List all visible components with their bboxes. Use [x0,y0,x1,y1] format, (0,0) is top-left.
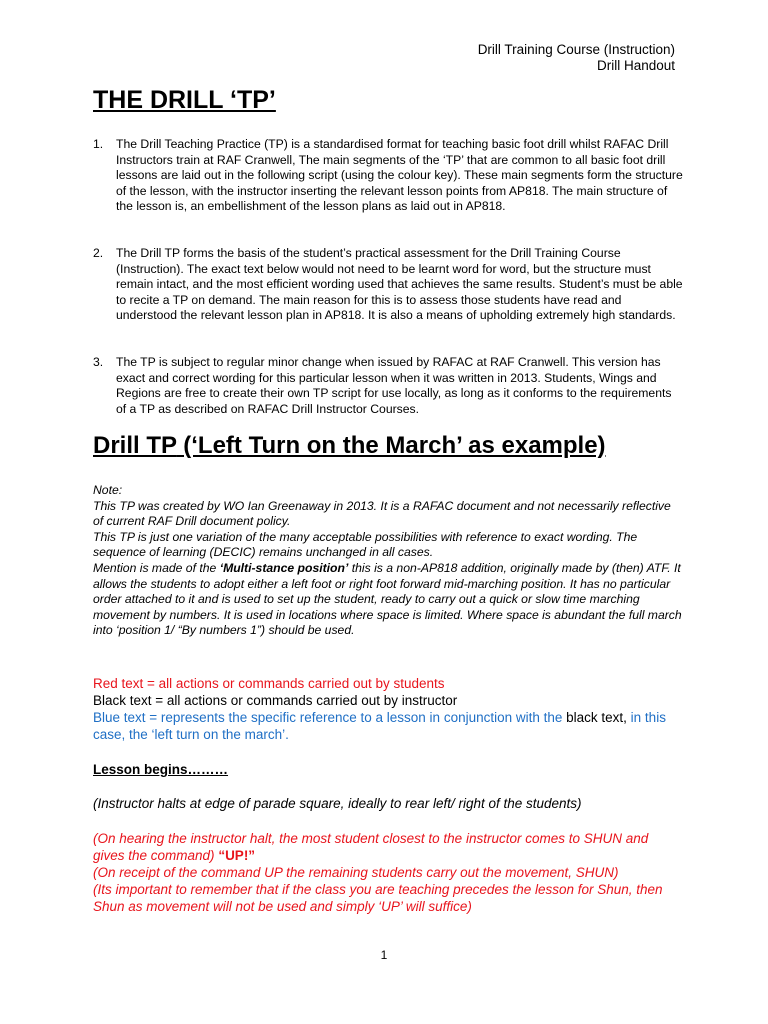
paragraph-number: 1. [93,137,104,151]
student-action-line-1 [93,830,683,864]
note-line-2: This TP is just one variation of the many acceptable possibilities with reference to exact wording. The sequence of learning (DECIC) remains unchanged in all cases. [93,529,638,560]
student-action-line-3: (Its important to remember that if the class you are teaching precedes the lesson for Shun, then Shun as movement will not be used and simply ‘UP’ will suffice) [93,882,663,914]
colour-key [93,675,683,743]
instructor-action: (Instructor halts at edge of parade square, ideally to rear left/ right of the students) [93,796,582,811]
note-line-1: This TP was created by WO Ian Greenaway in 2013. It is a RAFAC document and not necessarily reflective of current RAF Drill document policy. [93,498,671,529]
numbered-paragraph-3 [93,355,683,417]
header-course-title: Drill Training Course (Instruction) [477,42,675,57]
paragraph-text: The Drill Teaching Practice (TP) is a standardised format for teaching basic foot drill whilst RAFAC Drill Instructors train at RAF Cranwell, The main segments of the ‘TP’ that are common to all basic foot drill lessons are laid out in the following script (using the colour key). These main segments form the structure of the lesson, with the instructor inserting the relevant lesson points from AP818. The main structure of the lesson is, an embellishment of the lesson plans as laid out in AP818. [116,137,683,214]
colour-key-black: Black text = all actions or commands carried out by instructor [93,693,458,708]
note-line-3-post: this is a non-AP818 addition, originally made by (then) ATF. It allows the students to adopt either a left foot or right foot forward mid-marching position. It has no particular order attached to it and is used to set up the student, ready to carry out a quick or slow time marching movement by numbers. It is used in locations where space is limited. Where space is abundant the full march into ‘position 1/ “By numbers 1”) should be used. [93,560,682,638]
note-line-3 [93,561,683,639]
page-number: 1 [380,948,388,962]
student-action-line-2: (On receipt of the command UP the remaining students carry out the movement, SHUN) [93,865,619,880]
numbered-paragraph-2 [93,246,683,324]
note-multistance-term: ‘Multi-stance position’ [219,560,349,575]
paragraph-number: 3. [93,355,104,369]
colour-key-blue-pre: Blue text = represents the specific reference to a lesson in conjunction with the [93,710,567,725]
lesson-begins-heading: Lesson begins……… [93,762,229,777]
colour-key-blue [93,709,683,743]
colour-key-blue-post: in this case, the ‘left turn on the march’. [93,710,666,742]
note-line-3-pre: Mention is made of the [93,560,220,575]
note-label: Note: [93,483,123,497]
section-heading-rest: (‘Left Turn on the March’ as example) [176,432,606,459]
paragraph-text: The TP is subject to regular minor change when issued by RAFAC at RAF Cranwell. This version has exact and correct wording for this particular lesson when it was written in 2013. Students, Wings and Regions are free to create their own TP script for use locally, as long as it conforms to the requirements of a TP as described on RAFAC Drill Instructor Courses. [116,355,672,416]
note-block [93,483,683,639]
colour-key-blue-black: black text, [566,710,627,725]
command-up: “UP!” [218,848,256,863]
student-actions [93,830,683,915]
colour-key-red: Red text = all actions or commands carried out by students [93,676,445,691]
numbered-paragraph-1 [93,137,683,215]
header-handout-label: Drill Handout [596,58,675,73]
document-header [478,42,675,74]
paragraph-text: The Drill TP forms the basis of the student’s practical assessment for the Drill Training Course (Instruction). The exact text below would not need to be learnt word for word, but the structure must remain intact, and the most efficient wording used that achieves the same results. Student’s must be able to recite a TP on demand. The main reason for this is to assess those students have read and understood the relevant lesson plan in AP818. It is also a means of upholding extremely high standards. [116,246,683,323]
student-action-1-text: (On hearing the instructor halt, the most student closest to the instructor comes to SHUN and gives the command) [93,831,649,863]
section-heading [93,432,606,460]
paragraph-number: 2. [93,246,104,260]
section-heading-bold: Drill TP [93,432,177,459]
page-title: THE DRILL ‘TP’ [93,86,276,114]
